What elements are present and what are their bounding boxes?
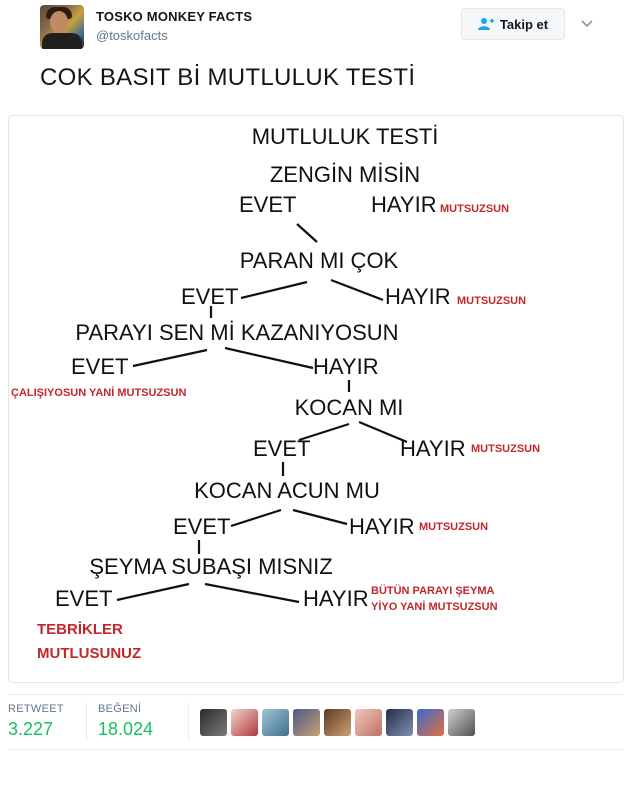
chart-title: MUTLULUK TESTİ — [251, 124, 439, 149]
answer-yes-1: EVET — [239, 192, 297, 217]
answer-no-3: HAYIR — [313, 354, 379, 379]
add-user-icon — [478, 17, 494, 31]
answer-no-1: HAYIR — [371, 192, 437, 217]
liker-avatar[interactable] — [386, 709, 413, 736]
liker-avatar[interactable] — [417, 709, 444, 736]
question-money: PARAN MI ÇOK — [239, 248, 399, 273]
final-congrats: TEBRİKLER — [37, 621, 123, 638]
result-working: ÇALIŞIYOSUN YANİ MUTSUZSUN — [11, 387, 187, 399]
divider — [8, 749, 624, 750]
question-seyma: ŞEYMA SUBAŞI MISNIZ — [89, 554, 333, 579]
chevron-down-icon[interactable] — [580, 16, 594, 30]
liker-avatar[interactable] — [200, 709, 227, 736]
divider — [86, 703, 87, 741]
result-seyma-2: YİYO YANİ MUTSUZSUN — [371, 601, 498, 613]
result-unhappy-2: MUTSUZSUN — [457, 295, 527, 307]
result-unhappy-5: MUTSUZSUN — [419, 521, 489, 533]
liker-avatar[interactable] — [448, 709, 475, 736]
liker-avatar[interactable] — [293, 709, 320, 736]
answer-no-4: HAYIR — [400, 436, 466, 461]
retweet-label[interactable]: RETWEET — [8, 703, 64, 715]
liker-avatar[interactable] — [324, 709, 351, 736]
result-unhappy-1: MUTSUZSUN — [440, 203, 510, 215]
divider — [188, 703, 189, 741]
answer-no-2: HAYIR — [385, 284, 451, 309]
question-earn: PARAYI SEN Mİ KAZANIYOSUN — [75, 320, 399, 345]
like-label[interactable]: BEĞENİ — [98, 703, 142, 715]
retweet-count[interactable]: 3.227 — [8, 719, 54, 739]
user-handle[interactable]: @toskofacts — [96, 28, 168, 43]
answer-yes-4: EVET — [253, 436, 311, 461]
question-acun: KOCAN ACUN MU — [194, 478, 380, 503]
liker-avatar[interactable] — [262, 709, 289, 736]
liker-avatar[interactable] — [231, 709, 258, 736]
answer-yes-3: EVET — [71, 354, 129, 379]
answer-yes-5: EVET — [173, 514, 231, 539]
answer-no-5: HAYIR — [349, 514, 415, 539]
follow-button[interactable] — [461, 8, 565, 40]
answer-yes-2: EVET — [181, 284, 239, 309]
display-name[interactable]: TOSKO MONKEY FACTS — [96, 9, 253, 24]
question-rich: ZENGİN MİSİN — [269, 162, 421, 187]
tweet-text: COK BASIT Bİ MUTLULUK TESTİ — [40, 64, 416, 91]
answer-yes-6: EVET — [55, 586, 113, 611]
follow-label: Takip et — [499, 16, 549, 32]
answer-no-6: HAYIR — [303, 586, 369, 611]
final-happy: MUTLUSUNUZ — [37, 645, 142, 662]
divider — [8, 694, 624, 695]
like-count[interactable]: 18.024 — [98, 719, 154, 739]
flowchart — [9, 116, 624, 683]
result-seyma-1: BÜTÜN PARAYI ŞEYMA — [371, 585, 495, 597]
likers-list — [200, 709, 479, 736]
tweet-image[interactable] — [8, 115, 624, 683]
avatar[interactable] — [40, 5, 84, 49]
result-unhappy-4: MUTSUZSUN — [471, 443, 541, 455]
question-husband: KOCAN MI — [294, 395, 404, 420]
liker-avatar[interactable] — [355, 709, 382, 736]
